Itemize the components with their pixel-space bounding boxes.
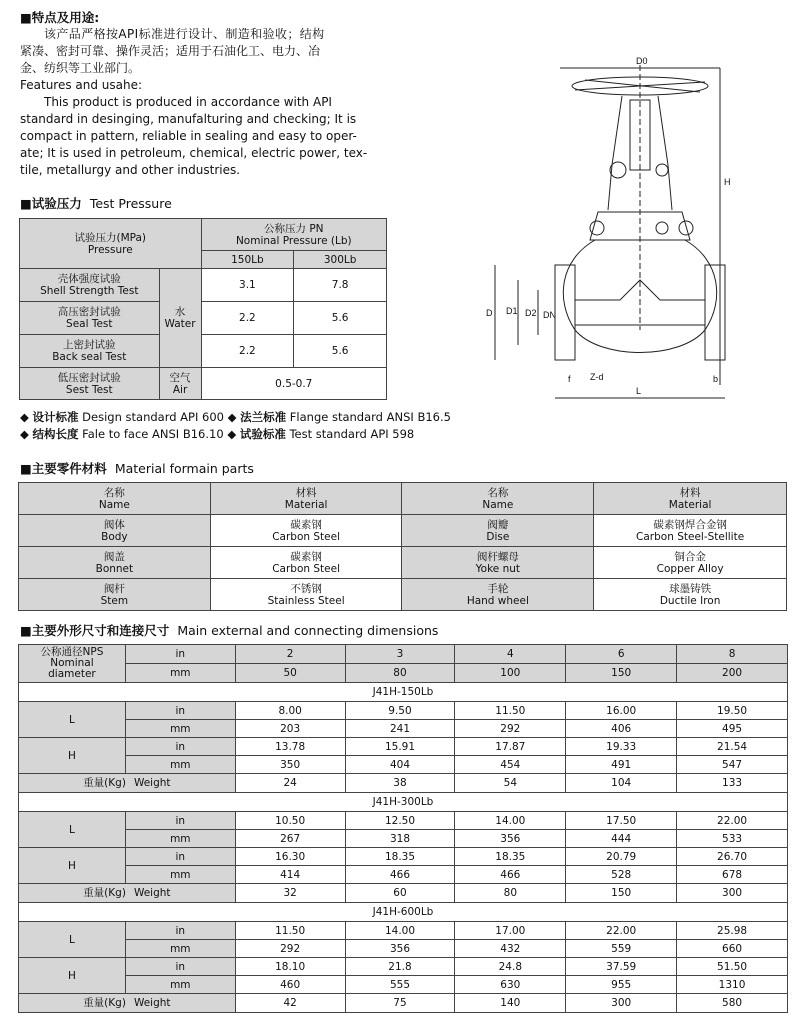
pressure-cell: 7.8 bbox=[294, 269, 387, 302]
dim-row bbox=[19, 720, 788, 738]
dim-row bbox=[19, 830, 788, 848]
unit-cell: in bbox=[125, 958, 235, 976]
value-cell: 60 bbox=[345, 884, 455, 903]
part-name bbox=[19, 547, 211, 579]
part-name-cn: 阀杆螺母 bbox=[476, 550, 519, 563]
value-cell: 495 bbox=[677, 720, 788, 738]
value-cell: 356 bbox=[345, 940, 455, 958]
part-material-cn: 碳素钢 bbox=[290, 550, 322, 563]
hdr-en: Material bbox=[668, 498, 712, 511]
pressure-heading bbox=[20, 194, 172, 212]
part-material-en: Carbon Steel bbox=[272, 530, 340, 543]
weight-label-cn: 重量(Kg) bbox=[83, 997, 126, 1009]
size-in-header: 8 bbox=[677, 645, 788, 664]
hdr-cn: 材料 bbox=[679, 486, 701, 499]
size-mm-header: 150 bbox=[566, 664, 677, 683]
dim-label-h: H bbox=[19, 848, 126, 884]
dim-row bbox=[19, 866, 788, 884]
dim-row bbox=[19, 958, 788, 976]
materials-row bbox=[19, 579, 787, 611]
row-label-cn: 壳体强度试验 bbox=[57, 273, 121, 285]
yoke-bolt bbox=[656, 164, 668, 176]
part-name bbox=[19, 579, 211, 611]
bonnet-bolt-mid bbox=[656, 222, 668, 234]
nps-header bbox=[19, 645, 126, 683]
value-cell: 80 bbox=[455, 884, 566, 903]
value-cell: 140 bbox=[455, 994, 566, 1013]
dimensions-table bbox=[18, 644, 788, 1013]
value-cell: 24 bbox=[235, 774, 345, 793]
size-mm-header: 50 bbox=[235, 664, 345, 683]
features-cn-line: 金、纺织等工业部门。 bbox=[20, 61, 141, 75]
value-cell: 133 bbox=[677, 774, 788, 793]
label-f: f bbox=[568, 374, 571, 384]
group-title-row bbox=[19, 793, 788, 812]
unit-cell: mm bbox=[125, 720, 235, 738]
part-material-cn: 球墨铸铁 bbox=[669, 582, 712, 595]
features-en-line: standard in desinging, manufalturing and checking; It is bbox=[20, 112, 357, 126]
standard-design-cn: 设计标准 bbox=[32, 410, 79, 424]
hdr-cn: 材料 bbox=[295, 486, 317, 499]
pressure-header-pn bbox=[201, 219, 386, 251]
dim-row bbox=[19, 738, 788, 756]
header-row bbox=[19, 664, 788, 683]
weight-row bbox=[19, 774, 788, 793]
pressure-cell: 3.1 bbox=[201, 269, 294, 302]
materials-header bbox=[210, 483, 402, 515]
value-cell: 955 bbox=[566, 976, 677, 994]
value-cell: 19.33 bbox=[566, 738, 677, 756]
bonnet-bolt-right bbox=[679, 221, 693, 235]
part-name bbox=[402, 579, 594, 611]
part-name bbox=[402, 515, 594, 547]
medium-cn: 水 bbox=[174, 306, 186, 318]
part-material bbox=[594, 547, 787, 579]
dim-row bbox=[19, 702, 788, 720]
yoke-nut bbox=[610, 162, 626, 178]
size-mm-header: 80 bbox=[345, 664, 455, 683]
bonnet bbox=[590, 212, 690, 240]
features-en-line: This product is produced in accordance with API bbox=[44, 95, 332, 109]
value-cell: 491 bbox=[566, 756, 677, 774]
part-material bbox=[210, 547, 402, 579]
part-material bbox=[594, 579, 787, 611]
features-cn-line: 该产品严格按API标准进行设计、制造和验收；结构 bbox=[44, 27, 325, 41]
pressure-table bbox=[19, 218, 387, 400]
valve-drawing bbox=[480, 55, 770, 405]
materials-heading-en: Material formain parts bbox=[114, 461, 254, 476]
part-name-cn: 阀体 bbox=[103, 518, 125, 531]
value-cell: 555 bbox=[345, 976, 455, 994]
value-cell: 533 bbox=[677, 830, 788, 848]
part-material-en: Ductile Iron bbox=[659, 594, 721, 607]
features-en-line: ate; It is used in petroleum, chemical, electric power, tex- bbox=[20, 146, 368, 160]
row-label-cn: 低压密封试验 bbox=[57, 371, 121, 384]
pressure-header-test bbox=[20, 219, 202, 269]
value-cell: 9.50 bbox=[345, 702, 455, 720]
materials-header bbox=[19, 483, 211, 515]
unit-cell: mm bbox=[125, 940, 235, 958]
value-cell: 466 bbox=[345, 866, 455, 884]
value-cell: 24.8 bbox=[455, 958, 566, 976]
value-cell: 18.35 bbox=[345, 848, 455, 866]
dim-row bbox=[19, 812, 788, 830]
row-label-cn: 上密封试验 bbox=[63, 339, 116, 351]
part-material-en: Carbon Steel-Stellite bbox=[636, 530, 745, 543]
pressure-header-pn-cn: 公称压力 PN bbox=[264, 222, 324, 235]
value-cell: 14.00 bbox=[455, 812, 566, 830]
weight-label-en: Weight bbox=[133, 887, 171, 899]
value-cell: 414 bbox=[235, 866, 345, 884]
value-cell: 460 bbox=[235, 976, 345, 994]
label-d0: D0 bbox=[636, 56, 648, 66]
value-cell: 406 bbox=[566, 720, 677, 738]
value-cell: 22.00 bbox=[566, 922, 677, 940]
part-material-en: Stainless Steel bbox=[267, 594, 345, 607]
part-material-cn: 不锈钢 bbox=[290, 582, 322, 595]
unit-cell: in bbox=[125, 645, 235, 664]
pressure-cell: 5.6 bbox=[294, 335, 387, 368]
header-row bbox=[19, 645, 788, 664]
value-cell: 547 bbox=[677, 756, 788, 774]
row-label-en: Back seal Test bbox=[52, 351, 127, 363]
value-cell: 559 bbox=[566, 940, 677, 958]
value-cell: 37.59 bbox=[566, 958, 677, 976]
value-cell: 32 bbox=[235, 884, 345, 903]
standards-list: ◆ 设计标准 Design standard API 600 ◆ 法兰标准 Flange standard ANSI B16.5 ◆ 结构长度 Fale to face ANSI B16.10 ◆ 试验标准 Test standard API 598 bbox=[20, 410, 451, 441]
materials-heading bbox=[20, 459, 254, 477]
weight-label bbox=[19, 994, 236, 1013]
value-cell: 12.50 bbox=[345, 812, 455, 830]
group-title-row bbox=[19, 683, 788, 702]
value-cell: 318 bbox=[345, 830, 455, 848]
value-cell: 15.91 bbox=[345, 738, 455, 756]
value-cell: 38 bbox=[345, 774, 455, 793]
features-heading-cn: ■特点及用途: bbox=[20, 10, 100, 25]
value-cell: 356 bbox=[455, 830, 566, 848]
dim-label-h: H bbox=[19, 738, 126, 774]
features-en-line: compact in pattern, reliable in sealing and easy to oper- bbox=[20, 129, 357, 143]
label-l: L bbox=[636, 386, 642, 396]
label-zd: Z-d bbox=[590, 372, 604, 382]
weight-label bbox=[19, 774, 236, 793]
part-material bbox=[210, 579, 402, 611]
size-in-header: 2 bbox=[235, 645, 345, 664]
value-cell: 660 bbox=[677, 940, 788, 958]
value-cell: 75 bbox=[345, 994, 455, 1013]
unit-cell: in bbox=[125, 812, 235, 830]
value-cell: 18.10 bbox=[235, 958, 345, 976]
unit-cell: mm bbox=[125, 756, 235, 774]
value-cell: 16.30 bbox=[235, 848, 345, 866]
dimensions-heading-en: Main external and connecting dimensions bbox=[177, 623, 439, 638]
value-cell: 20.79 bbox=[566, 848, 677, 866]
standard-length-en: Fale to face ANSI B16.10 bbox=[82, 427, 224, 441]
standard-test-en: Test standard API 598 bbox=[289, 427, 415, 441]
materials-header bbox=[402, 483, 594, 515]
nps-header-text: 公称通径NPS bbox=[40, 646, 104, 658]
features-en-line: tile, metallurgy and other industries. bbox=[20, 163, 241, 177]
pressure-row-label bbox=[20, 368, 160, 400]
part-material-cn: 碳素钢焊合金钢 bbox=[653, 518, 727, 531]
value-cell: 18.35 bbox=[455, 848, 566, 866]
label-d1: D1 bbox=[506, 306, 518, 316]
weight-label-cn: 重量(Kg) bbox=[83, 887, 126, 899]
dim-label-l: L bbox=[19, 702, 126, 738]
pressure-header-test-cn: 试验压力(MPa) bbox=[74, 231, 147, 244]
pressure-header-test-en: Pressure bbox=[87, 243, 133, 256]
part-material-en: Carbon Steel bbox=[272, 562, 340, 575]
row-label-en: Seal Test bbox=[66, 318, 113, 330]
standard-flange-cn: 法兰标准 bbox=[240, 410, 287, 424]
value-cell: 350 bbox=[235, 756, 345, 774]
weight-label-en: Weight bbox=[133, 777, 171, 789]
pressure-medium-air bbox=[159, 368, 201, 400]
materials-row bbox=[19, 515, 787, 547]
standard-flange-en: Flange standard ANSI B16.5 bbox=[289, 410, 451, 424]
row-label-cn: 高压密封试验 bbox=[57, 306, 121, 318]
materials-table bbox=[18, 482, 787, 611]
value-cell: 150 bbox=[566, 884, 677, 903]
label-h: H bbox=[724, 177, 731, 187]
pressure-header-pn-en: Nominal Pressure (Lb) bbox=[235, 234, 352, 247]
size-in-header: 4 bbox=[455, 645, 566, 664]
value-cell: 1310 bbox=[677, 976, 788, 994]
label-d: D bbox=[486, 308, 493, 318]
dimensions-heading bbox=[20, 621, 438, 639]
pressure-cell: 2.2 bbox=[201, 335, 294, 368]
dim-row bbox=[19, 922, 788, 940]
value-cell: 104 bbox=[566, 774, 677, 793]
part-material-en: Copper Alloy bbox=[656, 562, 724, 575]
medium-en: Water bbox=[164, 318, 196, 330]
hdr-en: Name bbox=[98, 498, 130, 511]
pressure-cell: 0.5-0.7 bbox=[201, 368, 386, 400]
dimensions-heading-cn: ■主要外形尺寸和连接尺寸 bbox=[20, 623, 170, 638]
dim-row bbox=[19, 756, 788, 774]
pressure-heading-cn: ■试验压力 bbox=[20, 196, 82, 211]
weight-row bbox=[19, 884, 788, 903]
pressure-header-150: 150Lb bbox=[201, 251, 294, 269]
medium-cn: 空气 bbox=[169, 371, 191, 384]
value-cell: 11.50 bbox=[235, 922, 345, 940]
unit-cell: mm bbox=[125, 830, 235, 848]
part-name-cn: 阀盖 bbox=[103, 550, 125, 563]
row-label-en: Shell Strength Test bbox=[40, 285, 139, 297]
part-name-en: Hand wheel bbox=[466, 594, 529, 607]
value-cell: 14.00 bbox=[345, 922, 455, 940]
weight-row bbox=[19, 994, 788, 1013]
value-cell: 42 bbox=[235, 994, 345, 1013]
bonnet-bolt-left bbox=[590, 221, 604, 235]
standard-design-en: Design standard API 600 bbox=[82, 410, 224, 424]
pressure-row-label bbox=[20, 302, 160, 335]
part-name-en: Dise bbox=[486, 530, 510, 543]
value-cell: 241 bbox=[345, 720, 455, 738]
value-cell: 678 bbox=[677, 866, 788, 884]
value-cell: 300 bbox=[566, 994, 677, 1013]
size-mm-header: 100 bbox=[455, 664, 566, 683]
value-cell: 630 bbox=[455, 976, 566, 994]
hdr-en: Material bbox=[284, 498, 328, 511]
value-cell: 292 bbox=[235, 940, 345, 958]
part-name-en: Stem bbox=[100, 594, 129, 607]
part-material bbox=[210, 515, 402, 547]
part-material-cn: 碳素钢 bbox=[290, 518, 322, 531]
medium-en: Air bbox=[172, 383, 188, 396]
dim-row bbox=[19, 976, 788, 994]
value-cell: 21.8 bbox=[345, 958, 455, 976]
value-cell: 26.70 bbox=[677, 848, 788, 866]
materials-header bbox=[594, 483, 787, 515]
standard-test-cn: 试验标准 bbox=[239, 427, 286, 441]
size-in-header: 6 bbox=[566, 645, 677, 664]
group-title: J41H-300Lb bbox=[19, 793, 788, 812]
value-cell: 444 bbox=[566, 830, 677, 848]
value-cell: 267 bbox=[235, 830, 345, 848]
unit-cell: mm bbox=[125, 664, 235, 683]
value-cell: 25.98 bbox=[677, 922, 788, 940]
value-cell: 17.00 bbox=[455, 922, 566, 940]
dim-label-l: L bbox=[19, 922, 126, 958]
nps-header-text: diameter bbox=[48, 668, 96, 680]
value-cell: 17.50 bbox=[566, 812, 677, 830]
weight-label-en: Weight bbox=[133, 997, 171, 1009]
value-cell: 404 bbox=[345, 756, 455, 774]
hdr-en: Name bbox=[482, 498, 514, 511]
pressure-row-label bbox=[20, 269, 160, 302]
row-label-en: Sest Test bbox=[65, 383, 113, 396]
part-name bbox=[402, 547, 594, 579]
part-name-en: Bonnet bbox=[95, 562, 134, 575]
value-cell: 13.78 bbox=[235, 738, 345, 756]
group-title-row bbox=[19, 903, 788, 922]
pressure-heading-en: Test Pressure bbox=[89, 196, 172, 211]
value-cell: 54 bbox=[455, 774, 566, 793]
value-cell: 454 bbox=[455, 756, 566, 774]
value-cell: 22.00 bbox=[677, 812, 788, 830]
hdr-cn: 名称 bbox=[103, 486, 125, 499]
unit-cell: in bbox=[125, 702, 235, 720]
dim-label-l: L bbox=[19, 812, 126, 848]
pressure-medium-water bbox=[159, 269, 201, 368]
value-cell: 11.50 bbox=[455, 702, 566, 720]
weight-label-cn: 重量(Kg) bbox=[83, 777, 126, 789]
value-cell: 21.54 bbox=[677, 738, 788, 756]
value-cell: 203 bbox=[235, 720, 345, 738]
pressure-cell: 2.2 bbox=[201, 302, 294, 335]
value-cell: 17.87 bbox=[455, 738, 566, 756]
features-heading-en: Features and usahe: bbox=[20, 78, 143, 92]
nps-header-text: Nominal bbox=[50, 657, 94, 669]
dim-label-h: H bbox=[19, 958, 126, 994]
part-name-cn: 手轮 bbox=[487, 582, 509, 595]
unit-cell: in bbox=[125, 738, 235, 756]
unit-cell: in bbox=[125, 848, 235, 866]
dim-row bbox=[19, 940, 788, 958]
value-cell: 432 bbox=[455, 940, 566, 958]
value-cell: 51.50 bbox=[677, 958, 788, 976]
pressure-header-300: 300Lb bbox=[294, 251, 387, 269]
part-material-cn: 铜合金 bbox=[674, 550, 706, 563]
value-cell: 580 bbox=[677, 994, 788, 1013]
pressure-cell: 5.6 bbox=[294, 302, 387, 335]
part-name bbox=[19, 515, 211, 547]
value-cell: 8.00 bbox=[235, 702, 345, 720]
value-cell: 292 bbox=[455, 720, 566, 738]
unit-cell: mm bbox=[125, 976, 235, 994]
value-cell: 466 bbox=[455, 866, 566, 884]
value-cell: 300 bbox=[677, 884, 788, 903]
standard-length-cn: 结构长度 bbox=[32, 427, 79, 441]
unit-cell: in bbox=[125, 922, 235, 940]
part-name-en: Body bbox=[101, 530, 128, 543]
size-mm-header: 200 bbox=[677, 664, 788, 683]
group-title: J41H-600Lb bbox=[19, 903, 788, 922]
features-section bbox=[20, 9, 395, 179]
label-d2: D2 bbox=[525, 308, 537, 318]
part-name-cn: 阀瓣 bbox=[487, 518, 509, 531]
label-b: b bbox=[713, 374, 719, 384]
part-name-en: Yoke nut bbox=[475, 562, 521, 575]
dim-row bbox=[19, 848, 788, 866]
materials-heading-cn: ■主要零件材料 bbox=[20, 461, 107, 476]
part-material bbox=[594, 515, 787, 547]
value-cell: 10.50 bbox=[235, 812, 345, 830]
materials-row bbox=[19, 547, 787, 579]
value-cell: 16.00 bbox=[566, 702, 677, 720]
features-cn-line: 紧凑、密封可靠、操作灵活；适用于石油化工、电力、冶 bbox=[20, 44, 321, 58]
size-in-header: 3 bbox=[345, 645, 455, 664]
hdr-cn: 名称 bbox=[487, 486, 509, 499]
weight-label bbox=[19, 884, 236, 903]
label-dn: DN bbox=[543, 310, 556, 320]
value-cell: 528 bbox=[566, 866, 677, 884]
part-name-cn: 阀杆 bbox=[103, 582, 125, 595]
pressure-row-label bbox=[20, 335, 160, 368]
value-cell: 19.50 bbox=[677, 702, 788, 720]
group-title: J41H-150Lb bbox=[19, 683, 788, 702]
unit-cell: mm bbox=[125, 866, 235, 884]
